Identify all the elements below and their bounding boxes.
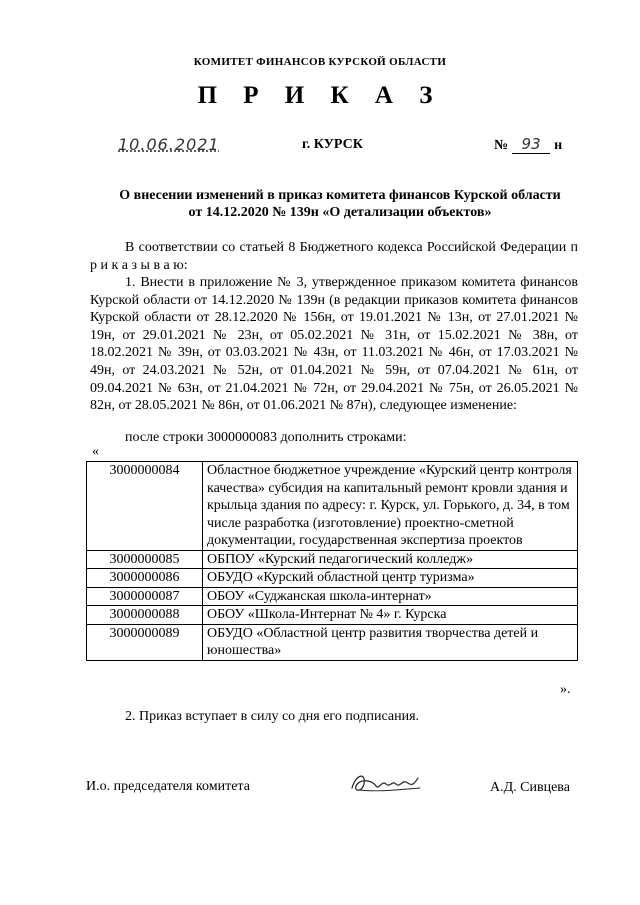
table-cell-name: ОБУДО «Курский областной центр туризма» <box>203 569 578 588</box>
order-title: П Р И К А З <box>197 82 443 109</box>
table-row <box>87 462 578 551</box>
table-cell-code: 3000000089 <box>87 624 203 660</box>
paragraph-preamble: В соответствии со статьей 8 Бюджетного кодекса Российской Федерации п р и к а з ы в а ю: <box>90 240 578 273</box>
quote-close: ». <box>560 682 571 697</box>
table-cell-code: 3000000086 <box>87 569 203 588</box>
table-cell-code: 3000000087 <box>87 587 203 606</box>
order-number <box>494 135 562 154</box>
paragraph-item-2: 2. Приказ вступает в силу со дня его подписания. <box>125 709 420 724</box>
table-cell-name: ОБУДО «Областной центр развития творчества детей и юношества» <box>203 624 578 660</box>
number-suffix: н <box>554 138 563 153</box>
table-row <box>87 587 578 606</box>
number-value: 93 <box>512 135 550 154</box>
table-row <box>87 606 578 625</box>
quote-open: « <box>92 444 99 459</box>
subject-line-2: от 14.12.2020 № 139н «О детализации объектов» <box>188 205 492 220</box>
paragraph-after-line: после строки 3000000083 дополнить строками: <box>125 430 407 445</box>
table-cell-code: 3000000084 <box>87 462 203 551</box>
table-cell-name: ОБОУ «Школа-Интернат № 4» г. Курска <box>203 606 578 625</box>
paragraph-item-1: 1. Внести в приложение № 3, утвержденное приказом комитета финансов Курской области от 14.12.2020 № 139н (в редакции приказов комитета финансов Курской области от 28.12.2020 № 156н, от 19.01.2021 № 13н, от 27.01.2021 № 19н, от 29.01.2021 № 23н, от 05.02.2021 № 31н, от 15.02.2021 № 38н, от 18.02.2021 № 39н, от 03.03.2021 № 43н, от 11.03.2021 № 46н, от 17.03.2021 № 49н, от 24.03.2021 № 52н, от 01.04.2021 № 59н, от 07.04.2021 № 61н, от 09.04.2021 № 63н, от 21.04.2021 № 72н, от 29.04.2021 № 75н, от 26.05.2021 № 82н, от 28.05.2021 № 86н, от 01.06.2021 № 87н), следующее изменение: <box>90 275 578 414</box>
order-subject <box>90 187 590 221</box>
committee-header: КОМИТЕТ ФИНАНСОВ КУРСКОЙ ОБЛАСТИ <box>193 56 447 68</box>
subject-line-1: О внесении изменений в приказ комитета финансов Курской области <box>119 188 561 203</box>
table-cell-name: Областное бюджетное учреждение «Курский центр контроля качества» субсидия на капитальный ремонт кровли здания и крыльца здания по адресу: г. Курск, ул. Горького, д. 34, в том числе разработка (изготовление) проектно-сметной документации, государственная экспертиза проектов <box>203 462 578 551</box>
signer-name: А.Д. Сивцева <box>490 780 570 795</box>
table-cell-name: ОБПОУ «Курский педагогический колледж» <box>203 550 578 569</box>
table-cell-name: ОБОУ «Суджанская школа-интернат» <box>203 587 578 606</box>
table-cell-code: 3000000085 <box>87 550 203 569</box>
table-cell-code: 3000000088 <box>87 606 203 625</box>
table-row <box>87 550 578 569</box>
number-prefix: № <box>494 138 509 153</box>
table-row <box>87 624 578 660</box>
table-row <box>87 569 578 588</box>
order-date: 10.06.2021 <box>118 135 220 154</box>
signer-title: И.о. председателя комитета <box>86 779 250 794</box>
objects-table <box>86 461 578 661</box>
handwritten-signature <box>346 768 426 798</box>
order-city: г. КУРСК <box>302 137 363 152</box>
